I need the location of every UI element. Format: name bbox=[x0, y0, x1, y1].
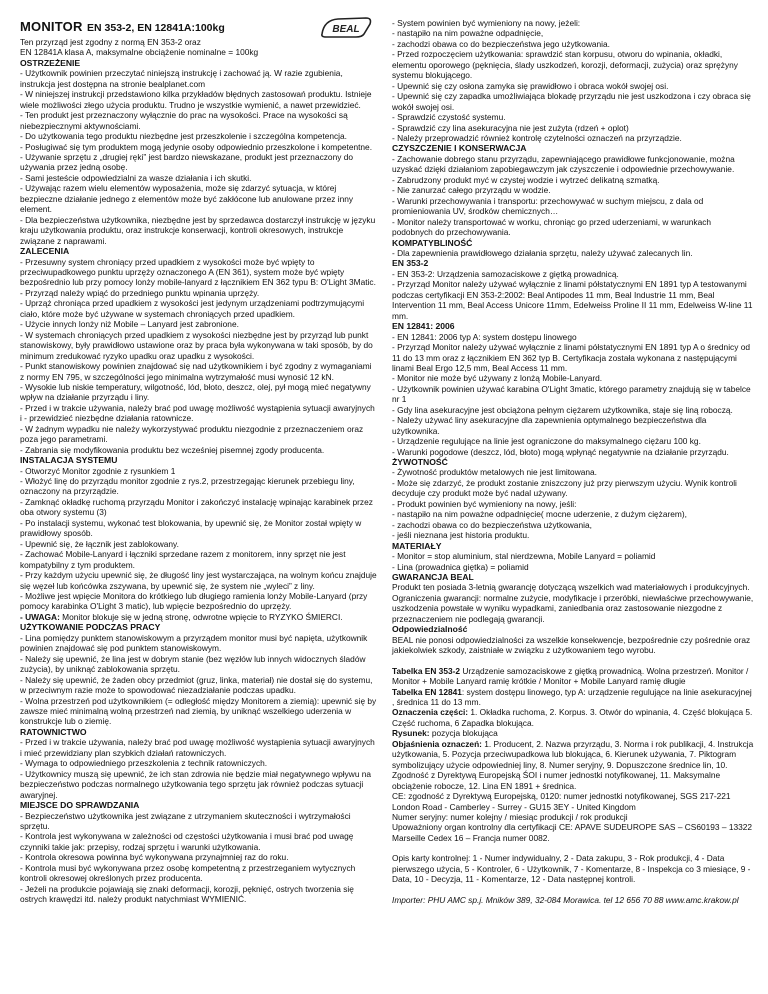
right-paragraph: - Przed rozpoczęciem użytkowania: sprawdzić stan korpusu, otworu do wpinania, okładki, elementu oporowego (pęknięcia, ślady uszkodzeń, korozji, deformacji, zużycia) oraz sprężyny systemu blokującego. bbox=[392, 49, 738, 81]
right-paragraph: - Zachowanie dobrego stanu przyrządu, zapewniającego prawidłowe funkcjonowanie, można uzyskać dzięki działaniom zapobiegawczym jak czyszczenie i odpowiednie przechowywanie. bbox=[392, 153, 735, 175]
section-heading: ŻYWOTNOŚĆ bbox=[392, 457, 448, 468]
right-paragraph: - zachodzi obawa co do bezpieczeństwa jego użytkowania. bbox=[392, 38, 610, 49]
right-paragraph: - EN 12841: 2006 typ A: system dostępu linowego bbox=[392, 331, 577, 342]
spacer bbox=[392, 843, 754, 853]
right-paragraph: - Należy przeprowadzić również kontrolę czytelności oznaczeń na przyrządzie. bbox=[392, 132, 682, 143]
section-heading: CZYSZCZENIE I KONSERWACJA bbox=[392, 143, 527, 154]
paragraph-with-label bbox=[392, 739, 754, 791]
right-column bbox=[392, 18, 754, 905]
paragraph-with-label bbox=[392, 687, 754, 708]
right-paragraph: - nastąpiło na nim poważne odpadnięcie( mocne uderzenie, z dużym ciężarem), bbox=[392, 509, 687, 520]
left-paragraph: - Używając razem wielu elementów wyposażenia, może się zdarzyć sytuacja, w której bezpieczne działanie jednego z elementów może być zakłócone lub anulowane przez inny element. bbox=[20, 183, 354, 215]
left-paragraph: - Możliwe jest wpięcie Monitora do krótkiego lub długiego ramienia lonży Mobile-Lanyard (przy pomocy karabinka O'Light 3 matic), lub wpięcie bezpośrednio do uprzęży. bbox=[20, 591, 368, 612]
product-title: MONITOR bbox=[20, 19, 83, 34]
paragraph-with-label bbox=[20, 612, 377, 622]
left-paragraph: - Upewnić się, że łącznik jest zablokowany. bbox=[20, 538, 179, 549]
inline-label: Objaśnienia oznaczeń: bbox=[392, 738, 482, 749]
right-paragraph: - Produkt powinien być wymieniony na nowy, jeśli: bbox=[392, 498, 577, 509]
left-paragraph: - Wysokie lub niskie temperatury, wilgotność, lód, błoto, deszcz, olej, pył mogą mieć negatywny wpływ na działanie przyrządu i liny. bbox=[20, 381, 371, 403]
section-heading: EN 353-2 bbox=[392, 258, 429, 269]
right-paragraph: Produkt ten posiada 3-letnią gwarancję dotyczącą wszelkich wad materiałowych i produkcyjnych. Ograniczenia gwarancji: normalne zużycie, modyfikacje i przeróbki, niewłaściwe przechowywanie, uszkodzenia powstałe w wyniku wypadkami, zaniedbania oraz zastosowanie niezgodne z przeznaczeniem nie podlegają gwarancji. bbox=[392, 582, 754, 624]
right-paragraph: - Warunki przechowywania i transportu: przechowywać w suchym miejscu, z dala od promieniowania UV, środków chemicznych… bbox=[392, 195, 704, 217]
right-paragraph: - Zabrudzony produkt myć w czystej wodzie i wytrzeć delikatną szmatką. bbox=[392, 174, 660, 185]
right-paragraph: - jeśli nieznana jest historia produktu. bbox=[392, 530, 530, 541]
right-paragraph: - Żywotność produktów metalowych nie jest limitowana. bbox=[392, 467, 597, 478]
inline-text: 1. Producent, 2. Nazwa przyrządu, 3. Norma i rok publikacji, 4. Instrukcja użytkowania, 5. Pozycja przeciwupadkowa lub blokująca, 6. Kierunek używania, 7. Piktogram symbolizujący użycie odpowiedniej liny, 8. Numer seryjny, 9. Dopuszczone średnice lin, 10. Zgodność z Dyrektywą Europejską ŚOI i numer jednostki notyfikowanej, 11. Maksymalne obciążenie robocze, 12. Lina EN 1891 + średnica. bbox=[392, 738, 754, 791]
section-heading: UŻYTKOWANIE PODCZAS PRACY bbox=[20, 622, 161, 633]
right-paragraph: Numer seryjny: numer kolejny / miesiąc produkcji / rok produkcji bbox=[392, 811, 628, 822]
inline-label: Tabelka EN 12841 bbox=[392, 686, 462, 697]
right-paragraph: - Upewnić się czy osłona zamyka się prawidłowo i obraca wokół swojej osi. bbox=[392, 80, 669, 91]
inline-label: Oznaczenia części: bbox=[392, 707, 469, 718]
right-paragraph: - Gdy lina asekuracyjne jest obciążona pełnym ciężarem użytkownika, staje się liną roboczą. bbox=[392, 404, 733, 415]
inline-text: Monitor blokuje się w jedną stronę, odwrotne wpięcie to RYZYKO ŚMIERCI. bbox=[59, 611, 343, 622]
left-paragraph: - Należy się upewnić, że lina jest w dobrym stanie (bez węzłów lub innych widocznych śladów zużycia), by uniknąć zablokowania sprzętu. bbox=[20, 653, 366, 675]
inline-text: 1. Okładka ruchoma, 2. Korpus. 3. Otwór do wpinania, 4. Część blokująca 5. Część ruchoma, 6 Zapadka blokująca. bbox=[392, 707, 753, 728]
right-paragraph: - Dla zapewnienia prawidłowego działania sprzętu, należy używać zalecanych lin. bbox=[392, 247, 693, 258]
left-paragraph: - Użytkownicy muszą się upewnić, że ich stan zdrowia nie będzie miał negatywnego wpływu na bezpieczeństwo podczas normalnego użytkowania tego sprzętu jak również podczas sytuacji awaryjnej. bbox=[20, 768, 372, 800]
right-paragraph: - Lina (prowadnica giętka) = poliamid bbox=[392, 561, 529, 572]
right-paragraph: - Użytkownik powinien używać karabina O'Light 3matic, którego parametry znajdują się w tabelce nr 1 bbox=[392, 383, 751, 405]
section-heading: EN 12841: 2006 bbox=[392, 321, 455, 332]
left-column-body bbox=[20, 37, 377, 905]
left-paragraph: - Po instalacji systemu, wykonać test blokowania, by upewnić się, że Monitor został wpięty w prawidłowy sposób. bbox=[20, 517, 362, 539]
section-heading: MATERIAŁY bbox=[392, 540, 442, 551]
inline-label: Tabelka EN 353-2 bbox=[392, 665, 461, 676]
right-paragraph: - Przyrząd Monitor należy używać wyłącznie z linami półstatycznymi EN 1891 typ A o średnicy od 11 do 13 mm oraz z łącznikiem EN 362 typ B. Certyfikacja została wykonana z następującymi linami Beal Ergo 12,5 mm, Beal Access 11 mm. bbox=[392, 342, 750, 373]
importer-note: Importer: PHU AMC sp.j. Mników 389, 32-084 Morawica. tel 12 656 70 88 www.amc.krakow.pl bbox=[392, 894, 739, 905]
inline-label: - UWAGA: bbox=[20, 611, 60, 622]
left-paragraph: - Dla bezpieczeństwa użytkownika, niezbędne jest by sprzedawca dostarczył instrukcję w języku kraju użytkowania produktu, oraz instrukcje konserwacji, kontroli okresowych, instrukcje związane z naprawami. bbox=[20, 214, 376, 246]
left-paragraph: - Sami jesteście odpowiedzialni za wasze działania i ich skutki. bbox=[20, 172, 252, 183]
section-heading: INSTALACJA SYSTEMU bbox=[20, 455, 118, 466]
left-paragraph: - W żadnym wypadku nie należy wykorzystywać produktu niezgodnie z przeznaczeniem oraz poza jego parametrami. bbox=[20, 423, 364, 445]
right-paragraph: - Należy używać liny asekuracyjne dla zapewnienia optymalnego bezpieczeństwa dla użytkownika. bbox=[392, 415, 707, 436]
left-paragraph: - W systemach chroniących przed upadkiem z wysokości niezbędne jest by przyrząd lub punkt stanowiskowy, były prawidłowo ustawione oraz by praca była wykonywana w taki sposób, by do minimum zredukować ryzyko upadku oraz upadku z wysokości. bbox=[20, 329, 373, 361]
left-column bbox=[20, 18, 377, 905]
product-standards: EN 353-2, EN 12841A:100kg bbox=[87, 22, 225, 34]
section-heading: GWARANCJA BEAL bbox=[392, 572, 474, 583]
logo-text: BEAL bbox=[332, 24, 360, 35]
left-paragraph: - Włożyć linę do przyrządu monitor zgodnie z rys.2, przestrzegając kierunek przebiegu liny, oznaczony na przyrządzie. bbox=[20, 476, 355, 497]
right-paragraph: - Przyrząd Monitor należy używać wyłącznie z linami półstatycznymi EN 1891 typ A testowanymi podczas certyfikacji EN 353-2:2002: Beal Antipodes 11 mm, Beal Industrie 11 mm, Beal Intervention 11 mm, Beal Access Unicore 11mm, Edelweiss Proline II 11 mm, Edelweiss W-line 11 mm. bbox=[392, 279, 753, 321]
left-paragraph: - Ten produkt jest przeznaczony wyłącznie do prac na wysokości. Prace na wysokości są niebezpiecznymi aktywnościami. bbox=[20, 110, 348, 131]
left-paragraph: - Przed i w trakcie używania, należy brać pod uwagę możliwość wystąpienia sytuacji awaryjnych i mieć przewidziany plan szybkich działań ratowniczych. bbox=[20, 737, 375, 758]
beal-logo bbox=[318, 14, 374, 40]
left-paragraph: EN 12841A klasa A, maksymalne obciążenie nominalne = 100kg bbox=[20, 47, 259, 58]
right-paragraph: Opis karty kontrolnej: 1 - Numer indywidualny, 2 - Data zakupu, 3 - Rok produkcji, 4 - Data pierwszego użycia, 5 - Kontroler, 6 - Użytkownik, 7 - Komentarze, 8 - Inspekcja co 3 miesiące, 9 - Data, 10 - Decyzja, 11 - Komentarze, 12 - Data następnej kontroli. bbox=[392, 853, 751, 885]
right-paragraph: - Monitor = stop aluminium, stal nierdzewna, Mobile Lanyard = poliamid bbox=[392, 551, 656, 562]
left-paragraph: - Przyrząd należy wpiąć do przedniego punktu wpinania uprzęży. bbox=[20, 287, 260, 298]
left-paragraph: - Posługiwać się tym produktem mogą jedynie osoby odpowiednio przeszkolone i kompetentne. bbox=[20, 141, 373, 152]
left-paragraph: - Bezpieczeństwo użytkownika jest związane z utrzymaniem skuteczności i wytrzymałości sprzętu. bbox=[20, 810, 351, 831]
left-paragraph: - Jeżeli na produkcie pojawiają się znaki deformacji, korozji, pęknięć, ostrych tworzenia się ostrych krawędzi itd. należy produkt natychmiast WYMIENIĆ. bbox=[20, 883, 354, 905]
left-paragraph: - Kontrola okresowa powinna być wykonywana przynajmniej raz do roku. bbox=[20, 852, 289, 863]
spacer bbox=[392, 656, 754, 666]
right-paragraph: - EN 353-2: Urządzenia samozaciskowe z giętką prowadnicą. bbox=[392, 268, 619, 279]
right-paragraph: - zachodzi obawa co do bezpieczeństwa użytkowania, bbox=[392, 519, 592, 530]
right-column-body bbox=[392, 18, 754, 905]
inline-text: : system dostępu linowego, typ A: urządzenie regulujące na linie asekuracyjnej , średnica 11 do 13 mm. bbox=[392, 686, 752, 707]
inline-text: Urządzenie samozaciskowe z giętką prowadnicą. Wolna przestrzeń. Monitor / Monitor + Mobile Lanyard ramię krótkie / Monitor + Mobile Lanyard ramię długie bbox=[392, 665, 749, 687]
left-paragraph: Ten przyrząd jest zgodny z normą EN 353-2 oraz bbox=[20, 37, 201, 47]
left-paragraph: - Przed i w trakcie używania, należy brać pod uwagę możliwość wystąpienia sytuacji awaryjnych i - przewidzieć niezbędne działania ratownicze. bbox=[20, 402, 375, 424]
inline-label: Rysunek: bbox=[392, 728, 430, 739]
paragraph-with-label bbox=[392, 666, 754, 687]
left-paragraph: - Użytkownik powinien przeczytać niniejszą instrukcję i zachować ją. W razie zgubienia, instrukcja jest dostępna na stronie bealplanet.com bbox=[20, 68, 343, 89]
right-paragraph: - Upewnić się czy zapadka umożliwiająca blokadę przyrządu nie jest uszkodzona i czy obraca się wokół swojej osi. bbox=[392, 91, 751, 112]
right-paragraph: - System powinien być wymieniony na nowy, jeżeli: bbox=[392, 18, 581, 28]
section-heading: KOMPATYBLINOŚĆ bbox=[392, 237, 473, 248]
left-paragraph: - Lina pomiędzy punktem stanowiskowym a przyrządem monitor musi być napięta, użytkownik powinien znajdować się pod punktem stanowiskowym. bbox=[20, 632, 368, 654]
right-paragraph: - Monitor należy transportować w worku, chroniąc go przed uderzeniami, w warunkach podobnych do przechowywania. bbox=[392, 216, 712, 238]
right-paragraph: - Sprawdzić czy lina asekuracyjna nie jest zużyta (rdzeń + oplot) bbox=[392, 122, 629, 133]
left-paragraph: - Należy się upewnić, że żaden obcy przedmiot (gruz, linka, materiał) nie dostał się do systemu, w przeciwnym razie może to spowodować niezadziałanie podczas upadku. bbox=[20, 674, 373, 696]
right-paragraph: - Warunki pogodowe (deszcz, lód, błoto) mogą wpłynąć negatywnie na działanie przyrządu. bbox=[392, 446, 729, 457]
left-paragraph: - Otworzyć Monitor zgodnie z rysunkiem 1 bbox=[20, 465, 176, 476]
left-paragraph: - Wymaga to odpowiedniego przeszkolenia z technik ratowniczych. bbox=[20, 758, 268, 769]
left-paragraph: - Przy każdym użyciu upewnić się, że długość liny jest wystarczająca, na wolnym końcu znajduje się węzeł lub końcówka zszywana, by upewnić się, że system nie „wyleci” z liny. bbox=[20, 570, 377, 591]
left-paragraph: - Kontrola musi być wykonywana przez osobę kompetentną z przestrzeganiem wytycznych kontroli okresowej określonych przez producenta. bbox=[20, 862, 356, 884]
right-paragraph: Upoważniony organ kontrolny dla certyfikacji CE: APAVE SUDEUROPE SAS – CS60193 – 13322 Marseille Cedex 16 – Francja numer 0082. bbox=[392, 822, 753, 843]
right-paragraph: - Monitor nie może być używany z lonżą Mobile-Lanyard. bbox=[392, 373, 603, 384]
right-paragraph: - Urządzenie regulujące na linie jest ograniczone do maksymalnego ciężaru 100 kg. bbox=[392, 436, 701, 447]
left-paragraph: - Wolna przestrzeń pod użytkownikiem (= odległość między Monitorem a ziemią): upewnić się by zawsze mieć minimalną wolną przestrzeń nad ziemią, by uniknąć wszelkiego uderzenia w konstrukcje lub o ziemię. bbox=[20, 695, 377, 727]
right-paragraph: - nastąpiło na nim poważne odpadnięcie, bbox=[392, 28, 544, 39]
left-paragraph: - Do użytkowania tego produktu niezbędne jest przeszkolenie i szczególna kompetencja. bbox=[20, 131, 347, 142]
paragraph-with-label bbox=[392, 728, 754, 738]
right-paragraph: - Sprawdzić czystość systemu. bbox=[392, 112, 506, 123]
left-paragraph: - Kontrola jest wykonywana w zależności od częstości użytkowania i musi brać pod uwagę czynniki takie jak: przepisy, rodzaj sprzętu i warunki użytkowania. bbox=[20, 831, 354, 852]
right-paragraph: - Nie zanurzać całego przyrządu w wodzie. bbox=[392, 185, 551, 196]
left-paragraph: - Punkt stanowiskowy powinien znajdować się nad użytkownikiem i być zgodny z wymaganiami z normy EN 795, w szczególności jego minimalna wytrzymałość musi wynosić 12 kN. bbox=[20, 361, 372, 382]
left-paragraph: - Zachować Mobile-Lanyard i łączniki sprzedane razem z monitorem, inny sprzęt nie jest kompatybilny z tym produktem. bbox=[20, 549, 346, 570]
right-paragraph: BEAL nie ponosi odpowiedzialności za wszelkie konsekwencje, bezpośrednie czy pośrednie oraz jakiekolwiek szkody, zaistniałe w związku z użytkowaniem tego wyrobu. bbox=[392, 634, 751, 656]
left-paragraph: - Używanie sprzętu z „drugiej ręki” jest bardzo niewskazane, produkt jest przeznaczony do używania przez jedną osobę. bbox=[20, 151, 353, 173]
left-paragraph: - Użycie innych lonży niż Mobile – Lanyard jest zabronione. bbox=[20, 319, 239, 330]
left-paragraph: - Przesuwny system chroniący przed upadkiem z wysokości może być wpięty to przeciwupadkowego punktu uprzęży oznaczonego A (EN 361), system może być wpięty bezpośrednio lub przy pomocy lonży mobile-lanyard z łącznikiem EN 362 typu B: O'Light 3Matic. bbox=[20, 256, 376, 288]
left-paragraph: - Zabrania się modyfikowania produktu bez wcześniej pisemnej zgody producenta. bbox=[20, 444, 325, 455]
section-heading: Odpowiedzialność bbox=[392, 624, 468, 635]
left-paragraph: - Zamknąć okładkę ruchomą przyrządu Monitor i zakończyć instalację wpinając karabinek przez oba otwory systemu (3) bbox=[20, 496, 373, 518]
inline-text: pozycja blokująca bbox=[429, 728, 498, 739]
left-paragraph: - Uprząż chroniąca przed upadkiem z wysokości jest jedynym urządzeniami podtrzymującymi ciało, które może być używane w systemach chroniących przed upadkiem. bbox=[20, 298, 365, 319]
section-heading: MIEJSCE DO SPRAWDZANIA bbox=[20, 800, 140, 811]
section-heading: ZALECENIA bbox=[20, 246, 70, 257]
paragraph-with-label bbox=[392, 707, 754, 728]
left-paragraph: - W niniejszej instrukcji przedstawiono kilka przykładów błędnych zastosowań produktu. Istnieje wiele możliwości złego użycia produktu. Trudno je wszystkie wymienić, a nawet przewidzieć. bbox=[20, 89, 372, 110]
right-paragraph: CE: zgodność z Dyrektywą Europejską, 0120: numer jednostki notyfikowanej, SGS 217-221 London Road - Camberley - Surrey - GU15 3EY - United Kingdom bbox=[392, 791, 731, 812]
spacer bbox=[392, 885, 754, 895]
section-heading: RATOWNICTWO bbox=[20, 726, 87, 737]
section-heading: OSTRZEŻENIE bbox=[20, 57, 81, 68]
right-paragraph: - Może się zdarzyć, że produkt zostanie zniszczony już przy pierwszym użyciu. Wynik kontroli decyduje czy produkt może być nadal używany. bbox=[392, 477, 737, 499]
